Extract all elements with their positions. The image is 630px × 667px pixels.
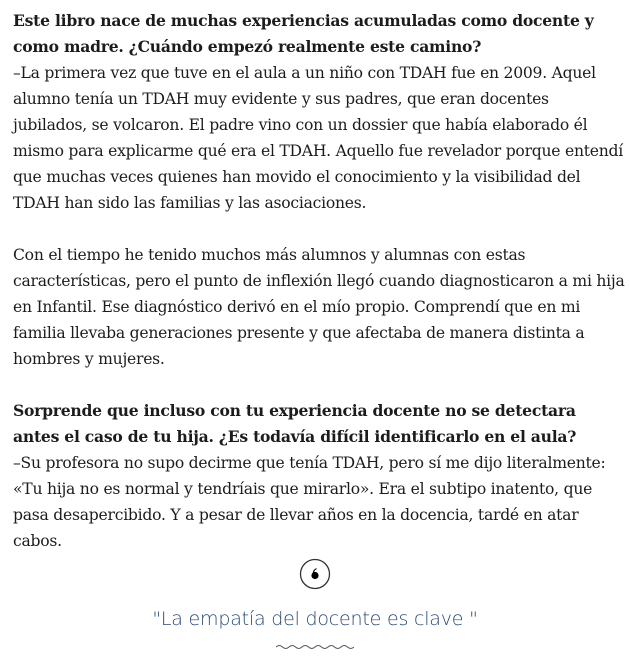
interview-answer: –Su profesora no supo decirme que tenía TDAH, pero sí me dijo literalmente: «Tu hija no es normal y tendríais que mirarlo». Era el subtipo inatento, que pasa desapercibido. Y a pesar de llevar años en la docencia, tardé en atar cabos. xyxy=(13,454,606,550)
interview-block xyxy=(13,8,625,216)
wave-divider xyxy=(276,643,354,651)
pullquote xyxy=(0,558,630,651)
interview-question: Este libro nace de muchas experiencias acumuladas como docente y como madre. ¿Cuándo empezó realmente este camino? xyxy=(13,11,594,56)
interview-answer: –La primera vez que tuve en el aula a un niño con TDAH fue en 2009. Aquel alumno tenía un TDAH muy evidente y sus padres, que eran docentes jubilados, se volcaron. El padre vino con un dossier que había elaborado él mismo para explicarme qué era el TDAH. Aquello fue revelador porque entendí que muchas veces quienes han movido el conocimiento y la visibilidad del TDAH han sido las familias y las asociaciones. xyxy=(13,64,624,212)
article-paragraph: Con el tiempo he tenido muchos más alumnos y alumnas con estas características, pero el punto de inflexión llegó cuando diagnosticaron a mi hija en Infantil. Ese diagnóstico derivó en el mío propio. Comprendí que en mi familia llevaba generaciones presente y que afectaba de manera distinta a hombres y mujeres. xyxy=(13,246,625,368)
interview-question: Sorprende que incluso con tu experiencia docente no se detectara antes el caso de tu hija. ¿Es todavía difícil identificarlo en el aula? xyxy=(13,401,577,446)
pullquote-text: "La empatía del docente es clave " xyxy=(152,608,478,630)
interview-block xyxy=(13,398,625,554)
quote-mark-icon xyxy=(299,558,331,590)
article-body xyxy=(13,8,625,580)
